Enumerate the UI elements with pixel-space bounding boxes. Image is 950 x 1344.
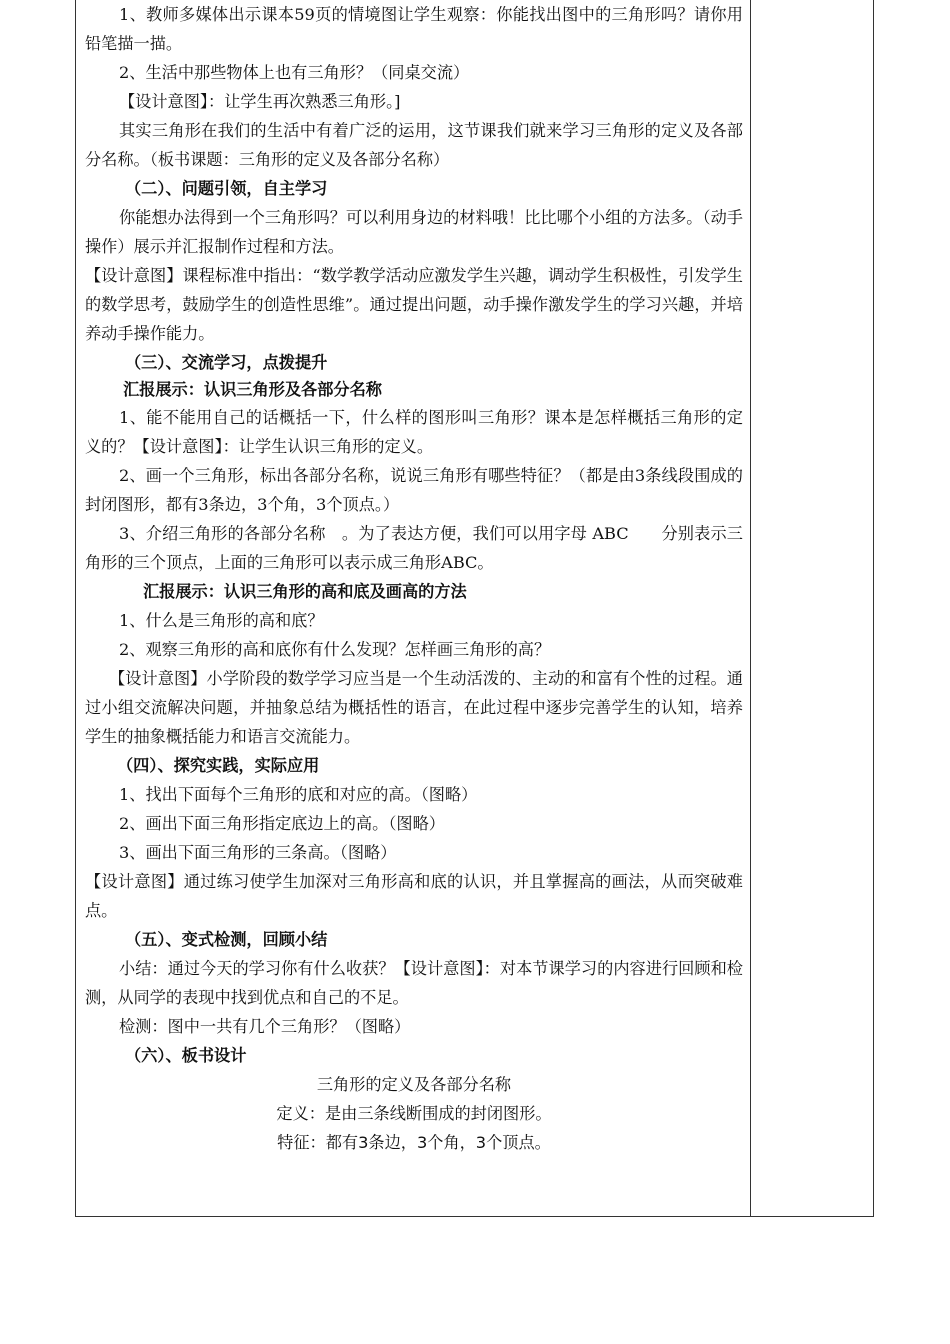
board-title: 三角形的定义及各部分名称 xyxy=(316,1075,512,1094)
column-divider xyxy=(750,0,751,1217)
intro-paragraph: 其实三角形在我们的生活中有着广泛的运用，这节课我们就来学习三角形的定义及各部分名称。（板书课题：三角形的定义及各部分名称） xyxy=(85,121,743,169)
design-intent-2: 【设计意图】课程标准中指出：“数学教学活动应激发学生兴趣，调动学生积极性，引发学生的数学思考，鼓励学生的创造性思维”。通过提出问题，动手操作激发学生的学习兴趣，并培养动手操作能力。 xyxy=(85,266,743,343)
design-intent-4: 【设计意图】通过练习使学生加深对三角形高和底的认识，并且掌握高的画法，从而突破难点。 xyxy=(85,872,743,920)
check-paragraph: 检测：图中一共有几个三角形？（图略） xyxy=(119,1017,411,1036)
practice-item-2: 2、画出下面三角形指定底边上的高。（图略） xyxy=(119,814,445,833)
report-item-1: 1、能不能用自己的话概括一下，什么样的图形叫三角形？课本是怎样概括三角形的定义的？【设计意图】：让学生认识三角形的定义。 xyxy=(85,408,743,456)
section-heading-3: （三）、交流学习，点拨提升 xyxy=(125,353,328,372)
activity-paragraph: 你能想办法得到一个三角形吗？可以利用身边的材料哦！比比哪个小组的方法多。（动手操作）展示并汇报制作过程和方法。 xyxy=(85,208,743,256)
report-item-2: 2、画一个三角形，标出各部分名称，说说三角形有哪些特征？（都是由3条线段围成的封闭图形，都有3条边，3个角，3个顶点。） xyxy=(85,466,743,514)
report-item-3: 3、介绍三角形的各部分名称 。为了表达方便，我们可以用字母 ABC 分别表示三角形的三个顶点，上面的三角形可以表示成三角形ABC。 xyxy=(85,524,743,572)
height-item-1: 1、什么是三角形的高和底？ xyxy=(119,611,324,630)
step-1: 1、教师多媒体出示课本59页的情境图让学生观察：你能找出图中的三角形吗？请你用铅笔描一描。 xyxy=(85,5,743,53)
practice-item-1: 1、找出下面每个三角形的底和对应的高。（图略） xyxy=(119,785,478,804)
design-intent-3: 【设计意图】小学阶段的数学学习应当是一个生动活泼的、主动的和富有个性的过程。通过小组交流解决问题，并抽象总结为概括性的语言，在此过程中逐步完善学生的认知，培养学生的抽象概括能力和语言交流能力。 xyxy=(85,669,743,746)
section-heading-2: （二）、问题引领，自主学习 xyxy=(125,179,328,198)
practice-item-3: 3、画出下面三角形的三条高。（图略） xyxy=(119,843,397,862)
lesson-content xyxy=(85,0,743,1157)
section-heading-6: （六）、板书设计 xyxy=(125,1046,247,1065)
section-heading-4: （四）、探究实践，实际应用 xyxy=(117,756,320,775)
summary-paragraph: 小结：通过今天的学习你有什么收获？【设计意图】：对本节课学习的内容进行回顾和检测，从同学的表现中找到优点和自己的不足。 xyxy=(85,959,743,1007)
board-features: 特征：都有3条边，3个角，3个顶点。 xyxy=(277,1133,551,1152)
board-definition: 定义：是由三条线断围成的封闭图形。 xyxy=(276,1104,552,1123)
report-heading-1: 汇报展示：认识三角形及各部分名称 xyxy=(123,380,382,399)
report-heading-2: 汇报展示：认识三角形的高和底及画高的方法 xyxy=(143,582,467,601)
section-heading-5: （五）、变式检测，回顾小结 xyxy=(125,930,328,949)
design-intent-1: 【设计意图】：让学生再次熟悉三角形。] xyxy=(119,92,401,111)
height-item-2: 2、观察三角形的高和底你有什么发现？怎样画三角形的高？ xyxy=(119,640,551,659)
step-2: 2、生活中那些物体上也有三角形？（同桌交流） xyxy=(119,63,470,82)
